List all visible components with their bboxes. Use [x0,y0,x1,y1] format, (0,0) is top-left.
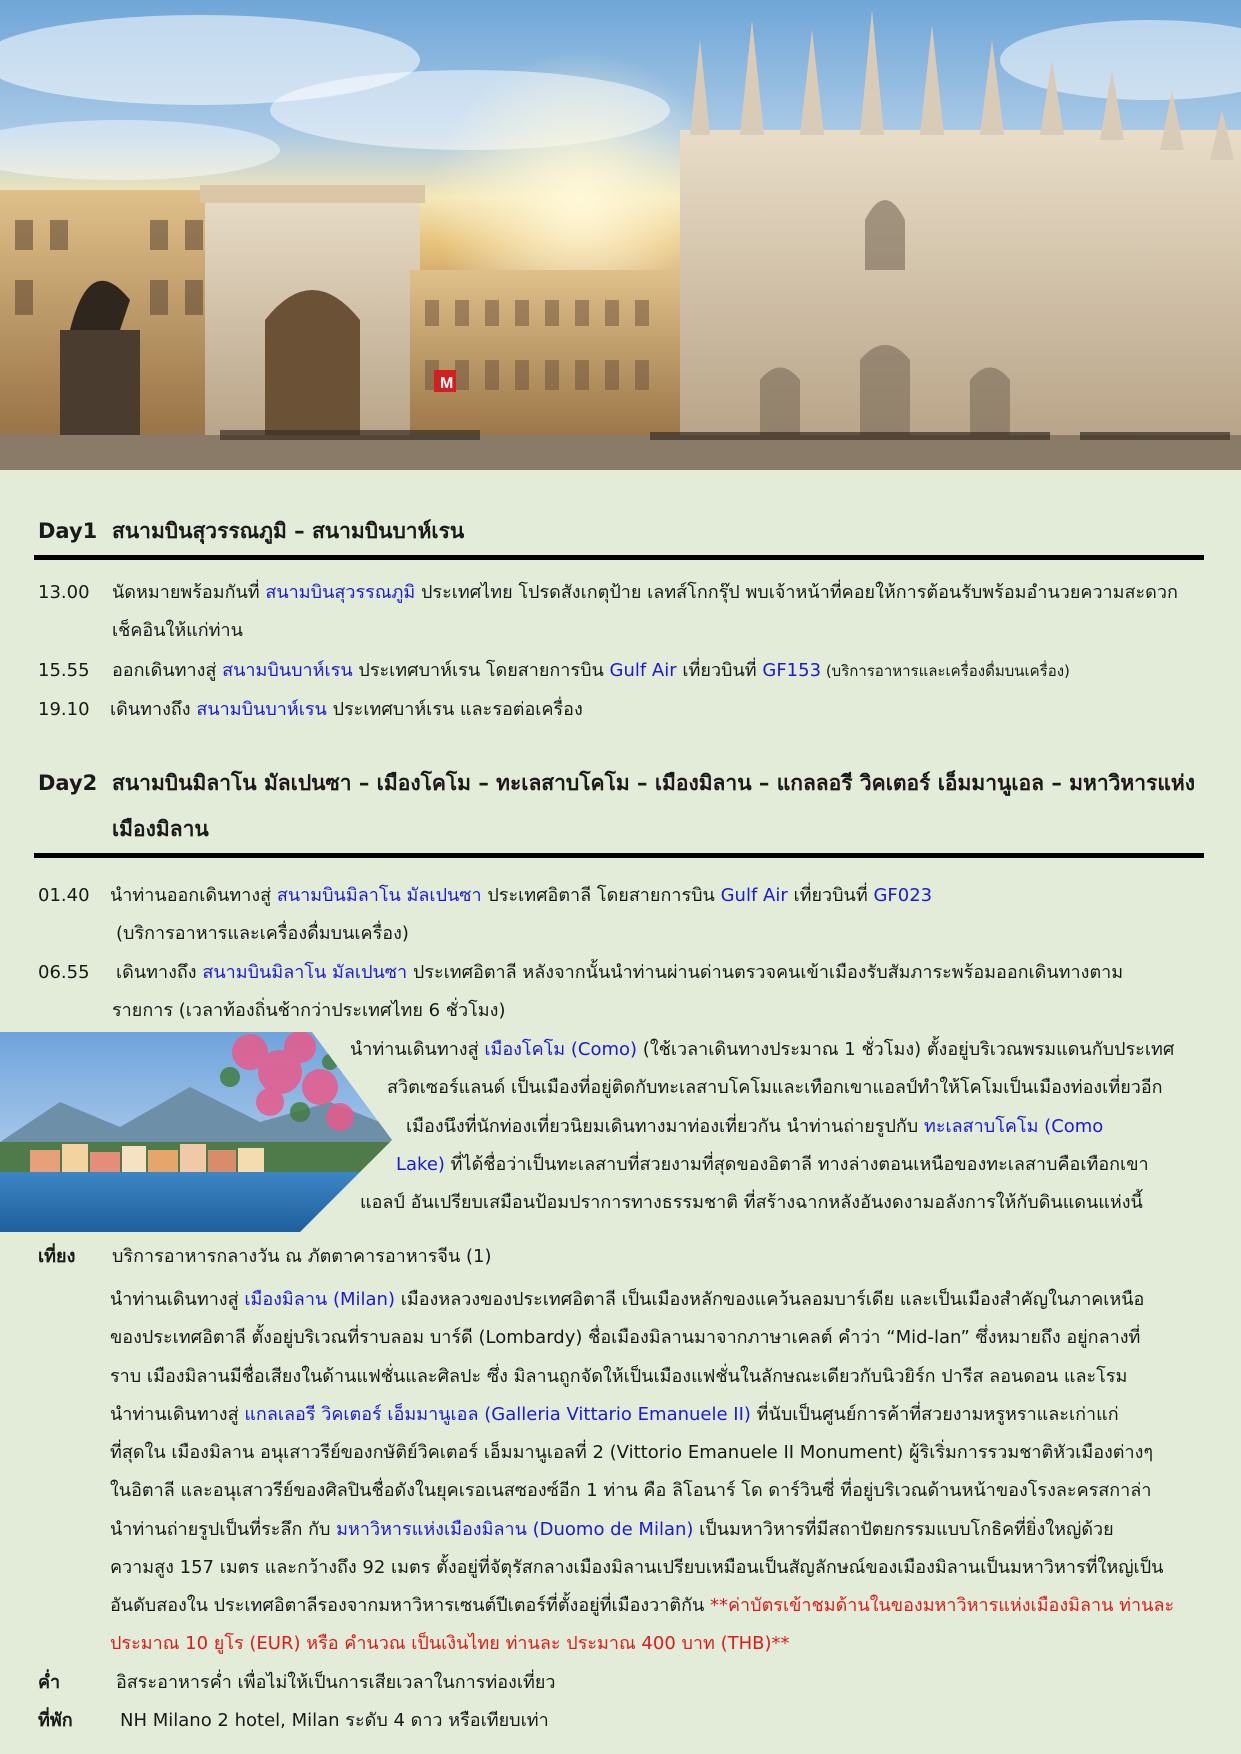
flight-number: GF153 [762,660,822,681]
item-time: 01.40 [38,885,90,906]
day1-label: Day1 [38,519,98,543]
item-text: นัดหมายพร้อมกันที่ สนามบินสุวรรณภูมิ ประเทศไทย โปรดสังเกตุป้าย เลทส์โกกรุ๊ป พบเจ้าหน้าที่คอยให้การต้อนรับพร้อมอำนวยความสะดวก [112,582,1178,603]
ticket-note: **ค่าบัตรเข้าชมด้านในของมหาวิหารแห่งเมืองมิลาน ท่านละ [710,1595,1175,1616]
meal-note: (บริการอาหารและเครื่องดื่มบนเครื่อง) [821,662,1070,680]
flight-number: GF023 [873,885,933,906]
location-lake-como-cont: Lake) [396,1154,445,1175]
lunch-label: เที่ยง [38,1246,76,1267]
day2-title: สนามบินมิลาโน มัลเปนซา – เมืองโคโม – ทะเลสาบโคโม – เมืองมิลาน – แกลลอรี วิคเตอร์ เอ็มมานูเอล – มหาวิหารแห่ง [112,771,1195,795]
location-milan: เมืองมิลาน (Milan) [244,1289,395,1310]
item-time: 06.55 [38,962,90,983]
item-text-cont: เช็คอินให้แก่ท่าน [112,620,243,641]
item-text: นำท่านออกเดินทางสู่ สนามบินมิลาโน มัลเปนซา ประเทศอิตาลี โดยสายการบิน Gulf Air เที่ยวบินที่ GF023 [110,885,933,906]
item-time: 13.00 [38,582,90,603]
location-bahrain-airport: สนามบินบาห์เรน [222,660,353,681]
item-text: เดินทางถึง สนามบินบาห์เรน ประเทศบาห์เรน และรอต่อเครื่อง [110,699,583,720]
day2-divider [34,853,1204,858]
item-time: 19.10 [38,699,90,720]
meal-note: (บริการอาหารและเครื่องดื่มบนเครื่อง) [116,923,409,944]
location-como: เมืองโคโม (Como) [484,1039,638,1060]
airline-name: Gulf Air [720,885,788,906]
item-text: เดินทางถึง สนามบินมิลาโน มัลเปนซา ประเทศอิตาลี หลังจากนั้นนำท่านผ่านด่านตรวจคนเข้าเมืองรับสัมภาระพร้อมออกเดินทางตาม [116,962,1124,983]
location-malpensa: สนามบินมิลาโน มัลเปนซา [202,962,408,983]
day2-title-cont: เมืองมิลาน [112,817,209,841]
location-duomo: มหาวิหารแห่งเมืองมิลาน (Duomo de Milan) [336,1519,694,1540]
day2-label: Day2 [38,771,98,795]
item-text: ออกเดินทางสู่ สนามบินบาห์เรน ประเทศบาห์เรน โดยสายการบิน Gulf Air เที่ยวบินที่ GF153 (บริการอาหารและเครื่องดื่มบนเครื่อง) [112,660,1070,681]
dinner-label: ค่ำ [38,1672,61,1693]
metro-sign: M [440,375,454,392]
day1-divider [34,555,1204,560]
hero-image [0,0,1241,470]
day1-title: สนามบินสุวรรณภูมิ – สนามบินบาห์เรน [112,519,465,543]
hotel-text: NH Milano 2 hotel, Milan ระดับ 4 ดาว หรือเทียบเท่า [120,1710,549,1731]
ticket-note-cont: ประมาณ 10 ยูโร (EUR) หรือ คำนวณ เป็นเงินไทย ท่านละ ประมาณ 400 บาท (THB)** [110,1633,790,1654]
lunch-text: บริการอาหารกลางวัน ณ ภัตตาคารอาหารจีน (1) [112,1246,492,1267]
location-suvarnabhumi: สนามบินสุวรรณภูมิ [265,582,416,603]
location-lake-como: ทะเลสาบโคโม (Como [923,1116,1104,1137]
milan-cityscape-illustration [0,0,1241,470]
lake-como-photo [0,1032,392,1232]
location-galleria: แกลเลอรี วิคเตอร์ เอ็มมานูเอล (Galleria Vittario Emanuele II) [244,1404,751,1425]
hotel-label: ที่พัก [38,1710,73,1731]
location-bahrain-airport: สนามบินบาห์เรน [196,699,327,720]
item-time: 15.55 [38,660,90,681]
dinner-text: อิสระอาหารค่ำ เพื่อไม่ให้เป็นการเสียเวลาในการท่องเที่ยว [116,1672,556,1693]
airline-name: Gulf Air [609,660,677,681]
location-malpensa: สนามบินมิลาโน มัลเปนซา [276,885,482,906]
item-text-cont: รายการ (เวลาท้องถิ่นช้ากว่าประเทศไทย 6 ชั่วโมง) [112,1000,506,1021]
